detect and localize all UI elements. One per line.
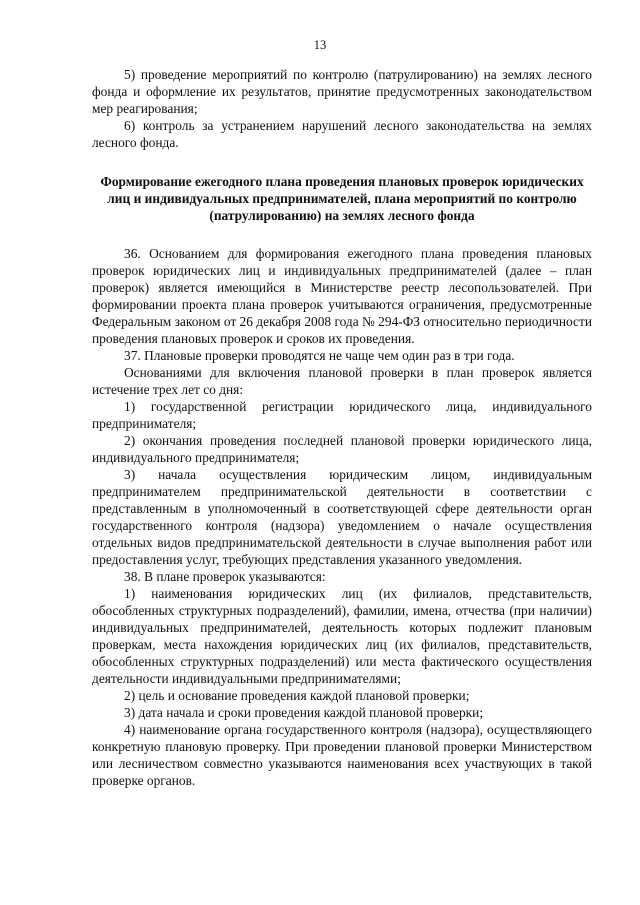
paragraph-plan-item-4: 4) наименование органа государственного контроля (надзора), осуществляющего конкретную плановую проверку. При проведении плановой проверки Министерством или лесничеством совместно указываются наименования всех участвующих в такой проверке органов. xyxy=(92,722,592,788)
paragraph-item-5: 5) проведение мероприятий по контролю (патрулированию) на землях лесного фонда и оформление их результатов, принятие предусмотренных законодательством мер реагирования; xyxy=(92,67,592,116)
paragraph-ground-3: 3) начала осуществления юридическим лицом, индивидуальным предпринимателем предпринимательской деятельности в соответствии с представленным в уполномоченный в соответствующей сфере деятельности орган государственного контроля (надзора) уведомлением о начале осуществления отдельных видов предпринимательской деятельности в случае выполнения работ или предоставления услуг, требующих представления указанного уведомления. xyxy=(92,467,592,567)
paragraph-item-6: 6) контроль за устранением нарушений лесного законодательства на землях лесного фонда. xyxy=(92,118,592,150)
paragraph-plan-item-1: 1) наименования юридических лиц (их филиалов, представительств, обособленных структурных подразделений), фамилии, имена, отчества (при наличии) индивидуальных предпринимателей, деятельность которых подлежит плановым проверкам, места нахождения юридических лиц (их филиалов, представительств, обособленных структурных подразделений) или места фактического осуществления деятельности индивидуальными предпринимателями; xyxy=(92,586,592,686)
paragraph-38: 38. В плане проверок указываются: xyxy=(124,569,326,584)
paragraph-plan-item-3: 3) дата начала и сроки проведения каждой плановой проверки; xyxy=(124,705,484,720)
paragraph-36: 36. Основанием для формирования ежегодного плана проведения плановых проверок юридических лиц и индивидуальных предпринимателей (далее – план проверок) является имеющийся в Министерстве реестр лесопользователей. При формировании проекта плана проверок учитываются ограничения, предусмотренные Федеральным законом от 26 декабря 2008 года № 294-ФЗ относительно периодичности проведения плановых проверок и сроков их проведения. xyxy=(92,246,592,346)
paragraph-ground-1: 1) государственной регистрации юридического лица, индивидуального предпринимателя; xyxy=(92,399,592,431)
paragraph-plan-item-2: 2) цель и основание проведения каждой плановой проверки; xyxy=(124,688,470,703)
paragraph-grounds: Основаниями для включения плановой проверки в план проверок является истечение трех лет со дня: xyxy=(92,365,592,397)
paragraph-37: 37. Плановые проверки проводятся не чаще чем один раз в три года. xyxy=(124,348,515,363)
section-heading: Формирование ежегодного плана проведения плановых проверок юридических лиц и индивидуальных предпринимателей, плана мероприятий по контролю (патрулированию) на землях лесного фонда xyxy=(100,174,584,223)
document-body xyxy=(92,66,592,789)
page-number: 13 xyxy=(313,38,327,52)
paragraph-ground-2: 2) окончания проведения последней плановой проверки юридического лица, индивидуального предпринимателя; xyxy=(92,433,592,465)
